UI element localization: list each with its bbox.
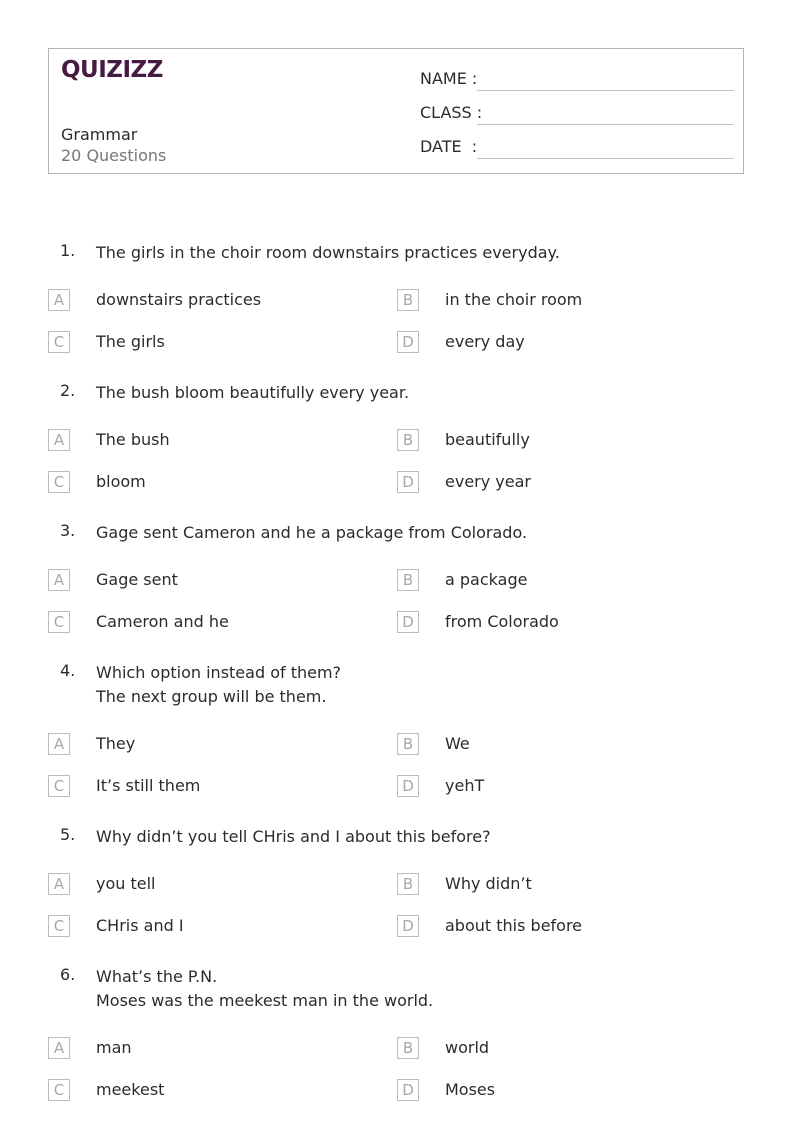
option-text: in the choir room — [445, 290, 583, 309]
question-text-line-2: Moses was the meekest man in the world. — [96, 991, 434, 1010]
option-d[interactable] — [397, 331, 737, 355]
option-text: Why didn’t — [445, 874, 532, 893]
question-text-line-2: The next group will be them. — [96, 687, 327, 706]
option-a[interactable] — [48, 733, 388, 757]
option-c[interactable] — [48, 775, 388, 799]
option-text: bloom — [96, 472, 146, 491]
option-b[interactable] — [397, 733, 737, 757]
option-a[interactable] — [48, 569, 388, 593]
question-number: 2. — [60, 381, 76, 400]
question-text: The girls in the choir room downstairs practices everyday. — [96, 243, 560, 262]
option-text: downstairs practices — [96, 290, 262, 309]
option-letter-box: A — [48, 569, 70, 591]
option-text: CHris and I — [96, 916, 184, 935]
worksheet-title: Grammar — [61, 125, 138, 144]
option-text: man — [96, 1038, 132, 1057]
option-text: meekest — [96, 1080, 165, 1099]
option-c[interactable] — [48, 331, 388, 355]
option-letter-box: B — [397, 289, 419, 311]
option-letter-box: A — [48, 429, 70, 451]
option-letter-box: A — [48, 289, 70, 311]
option-b[interactable] — [397, 1037, 737, 1061]
option-text: you tell — [96, 874, 156, 893]
option-letter-box: C — [48, 775, 70, 797]
date-line — [477, 158, 734, 159]
option-letter-box: B — [397, 873, 419, 895]
option-letter-box: D — [397, 471, 419, 493]
option-letter-box: B — [397, 1037, 419, 1059]
option-a[interactable] — [48, 1037, 388, 1061]
option-text: We — [445, 734, 470, 753]
option-a[interactable] — [48, 873, 388, 897]
name-field[interactable] — [420, 69, 734, 93]
option-c[interactable] — [48, 915, 388, 939]
option-text: Moses — [445, 1080, 496, 1099]
option-letter-box: D — [397, 611, 419, 633]
class-field[interactable] — [420, 103, 734, 127]
option-letter-box: A — [48, 873, 70, 895]
option-text: The girls — [96, 332, 165, 351]
option-text: yehT — [445, 776, 485, 795]
option-letter-box: B — [397, 733, 419, 755]
question-number: 1. — [60, 241, 76, 260]
option-letter-box: C — [48, 1079, 70, 1101]
option-d[interactable] — [397, 471, 737, 495]
date-field[interactable] — [420, 137, 734, 161]
option-c[interactable] — [48, 471, 388, 495]
option-letter-box: C — [48, 471, 70, 493]
option-text: every year — [445, 472, 531, 491]
option-a[interactable] — [48, 429, 388, 453]
option-letter-box: D — [397, 1079, 419, 1101]
question-count: 20 Questions — [61, 146, 167, 165]
option-letter-box: A — [48, 1037, 70, 1059]
option-b[interactable] — [397, 289, 737, 313]
option-c[interactable] — [48, 1079, 388, 1103]
question-number: 6. — [60, 965, 76, 984]
option-b[interactable] — [397, 569, 737, 593]
option-letter-box: C — [48, 331, 70, 353]
option-letter-box: D — [397, 775, 419, 797]
option-d[interactable] — [397, 915, 737, 939]
option-letter-box: D — [397, 331, 419, 353]
question-number: 5. — [60, 825, 76, 844]
option-letter-box: A — [48, 733, 70, 755]
name-line — [477, 90, 734, 91]
option-text: It’s still them — [96, 776, 201, 795]
option-letter-box: C — [48, 915, 70, 937]
option-text: Cameron and he — [96, 612, 229, 631]
question-text-line-1: What’s the P.N. — [96, 967, 218, 986]
question-text: The bush bloom beautifully every year. — [96, 383, 410, 402]
question-text — [96, 661, 736, 709]
quizizz-logo: QUIZIZZ — [61, 57, 163, 83]
option-d[interactable] — [397, 611, 737, 635]
option-b[interactable] — [397, 873, 737, 897]
option-letter-box: D — [397, 915, 419, 937]
question-text: Why didn’t you tell CHris and I about this before? — [96, 827, 491, 846]
worksheet-header — [48, 48, 744, 174]
option-text: They — [96, 734, 136, 753]
option-text: Gage sent — [96, 570, 178, 589]
option-text: world — [445, 1038, 490, 1057]
question-number: 4. — [60, 661, 76, 680]
option-d[interactable] — [397, 775, 737, 799]
option-text: every day — [445, 332, 525, 351]
option-text: about this before — [445, 916, 583, 935]
option-text: The bush — [96, 430, 170, 449]
option-text: beautifully — [445, 430, 530, 449]
question-text-line-1: Which option instead of them? — [96, 663, 342, 682]
option-c[interactable] — [48, 611, 388, 635]
option-letter-box: B — [397, 569, 419, 591]
option-letter-box: C — [48, 611, 70, 633]
date-label: DATE : — [420, 137, 478, 156]
class-label: CLASS : — [420, 103, 483, 122]
question-number: 3. — [60, 521, 76, 540]
question-text: Gage sent Cameron and he a package from Colorado. — [96, 523, 528, 542]
option-a[interactable] — [48, 289, 388, 313]
option-text: from Colorado — [445, 612, 559, 631]
option-letter-box: B — [397, 429, 419, 451]
option-b[interactable] — [397, 429, 737, 453]
option-text: a package — [445, 570, 528, 589]
name-label: NAME : — [420, 69, 478, 88]
class-line — [477, 124, 734, 125]
question-text — [96, 965, 736, 1013]
option-d[interactable] — [397, 1079, 737, 1103]
